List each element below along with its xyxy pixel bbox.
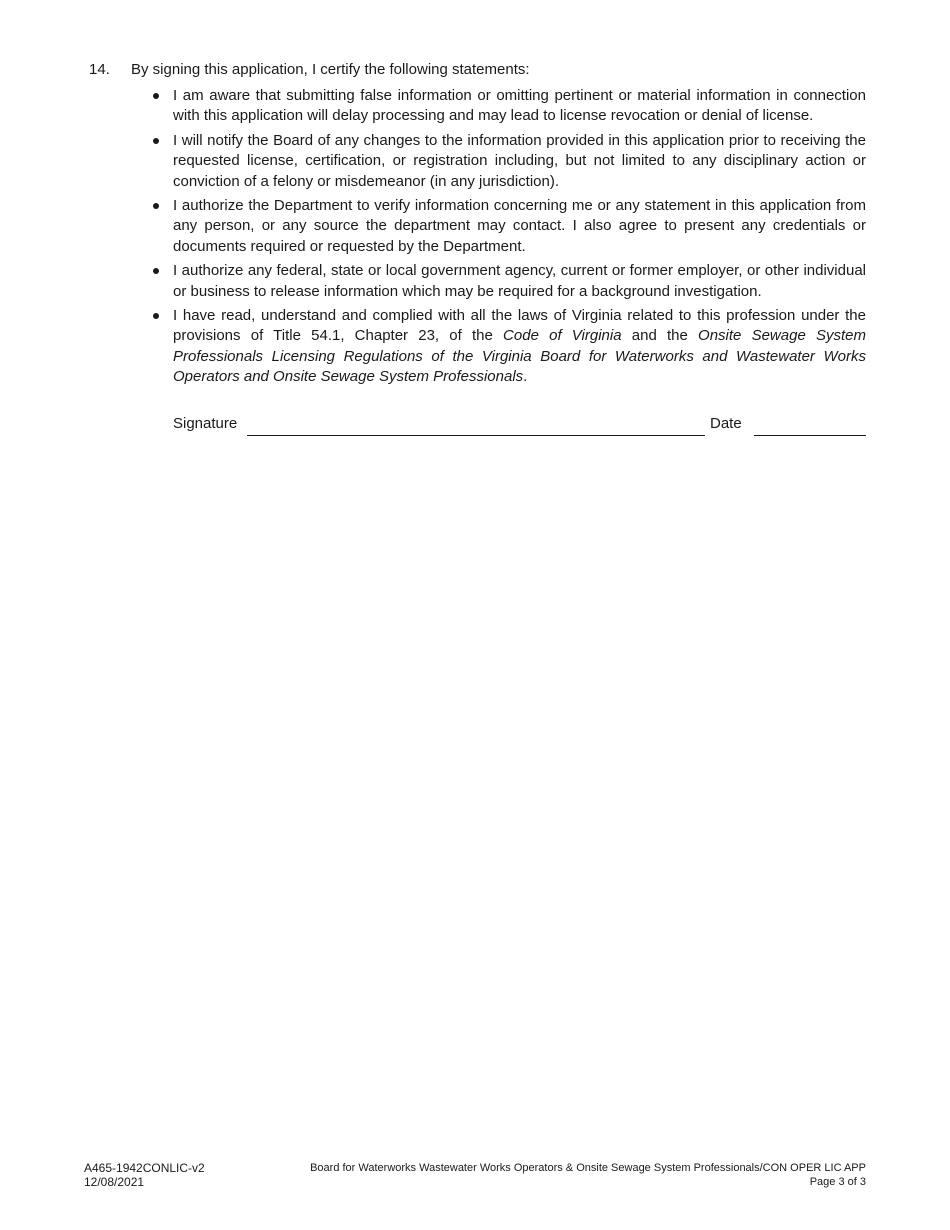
signature-label: Signature <box>173 415 238 432</box>
statement-text: I will notify the Board of any changes to the information provided in this application prior to receiving the requested license, certification, or registration including, but not limited to any disciplinary action or conviction of a felony or misdemeanor (in any jurisdiction). <box>173 131 866 190</box>
statement-notify-board <box>131 131 866 192</box>
bullet-icon <box>153 268 159 274</box>
code-of-virginia-title: Code of Virginia <box>503 327 622 345</box>
form-id: A465-1942CONLIC-v2 <box>84 1161 205 1175</box>
certification-statements <box>131 86 866 392</box>
regulations-title: Onsite Sewage System Professionals Licensing Regulations of the Virginia Board for Waterworks and Wastewater Works Operators and Onsite Sewage System Professionals <box>173 327 866 386</box>
bullet-icon <box>153 93 159 99</box>
signature-row <box>173 414 866 438</box>
item-intro: By signing this application, I certify the following statements: <box>131 61 530 78</box>
statement-text-part2: and the <box>621 327 699 345</box>
footer-board-info <box>310 1161 866 1189</box>
page-number: Page 3 of 3 <box>809 1176 866 1188</box>
board-line: Board for Waterworks Wastewater Works Operators & Onsite Sewage System Professionals/CON OPER LIC APP <box>310 1162 866 1174</box>
statement-text: I authorize the Department to verify information concerning me or any statement in this application from any person, or any source the department may contact. I also agree to present any credentials or documents required or requested by the Department. <box>173 197 866 255</box>
bullet-icon <box>153 313 159 319</box>
statement-text-part1: I have read, understand and complied with all the laws of Virginia related to this profession under the provisions of Title 54.1, Chapter 23, of the <box>173 307 866 345</box>
statement-false-information <box>131 86 866 127</box>
statement-text: I authorize any federal, state or local government agency, current or former employer, or other individual or business to release information which may be required for a background investigation. <box>173 262 866 300</box>
signature-field[interactable] <box>247 435 705 436</box>
bullet-icon <box>153 203 159 209</box>
item-number: 14. <box>89 61 110 78</box>
statement-laws-compliance <box>131 306 866 388</box>
bullet-icon <box>153 138 159 144</box>
statement-authorize-agencies <box>131 261 866 302</box>
footer-form-info <box>84 1161 205 1189</box>
date-label: Date <box>710 415 742 432</box>
form-date: 12/08/2021 <box>84 1175 145 1189</box>
statement-text-part3: . <box>523 368 528 386</box>
date-field[interactable] <box>754 435 866 436</box>
statement-authorize-department <box>131 196 866 257</box>
statement-text: I am aware that submitting false information or omitting pertinent or material information in connection with this application will delay processing and may lead to license revocation or denial of license. <box>173 87 866 125</box>
